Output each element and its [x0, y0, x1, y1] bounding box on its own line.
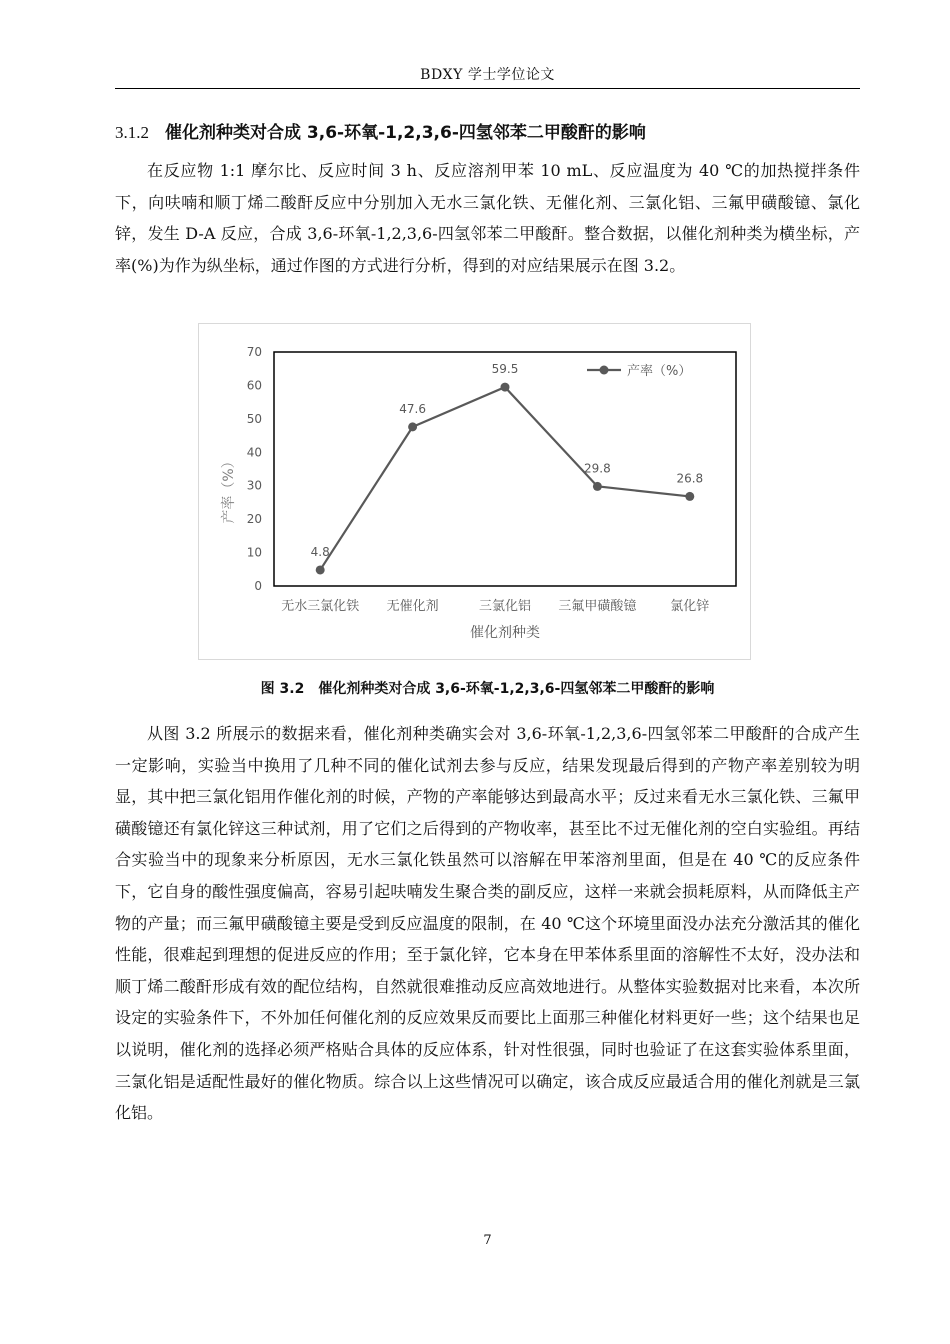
- data-label: 29.8: [584, 461, 611, 476]
- data-point: [501, 383, 510, 392]
- data-label: 59.5: [491, 362, 519, 377]
- data-point: [593, 482, 602, 491]
- paragraph-2: 从图 3.2 所展示的数据来看，催化剂种类确实会对 3,6-环氧-1,2,3,6-四氢邻苯二甲酸酐的合成产生一定影响，实验当中换用了几种不同的催化试剂去参与反应，结果发现最后得到的产物产率差别较为明显，其中把三氯化铝用作催化剂的时候，产物的产率能够达到最高水平；反过来看无水三氯化铁、三氟甲磺酸镱还有氯化锌这三种试剂，用了它们之后得到的产物收率，甚至比不过无催化剂的空白实验组。再结合实验当中的现象来分析原因，无水三氯化铁虽然可以溶解在甲苯溶剂里面，但是在 40 ℃的反应条件下，它自身的酸性强度偏高，容易引起呋喃发生聚合类的副反应，这样一来就会损耗原料，从而降低主产物的产量；而三氟甲磺酸镱主要是受到反应温度的限制，在 40 ℃这个环境里面没办法充分激活其的催化性能，很难起到理想的促进反应的作用；至于氯化锌，它本身在甲苯体系里面的溶解性不太好，没办法和顺丁烯二酸酐形成有效的配位结构，自然就很难推动反应高效地进行。从整体实验数据对比来看，本次所设定的实验条件下，不外加任何催化剂的反应效果反而要比上面那三种催化材料更好一些；这个结果也足以说明，催化剂的选择必须严格贴合具体的反应体系，针对性很强，同时也验证了在这套实验体系里面，三氯化铝是适配性最好的催化物质。综合以上这些情况可以确定，该合成反应最适合用的催化剂就是三氯化铝。: [115, 724, 860, 1123]
- figure-caption: 图 3.2 催化剂种类对合成 3,6-环氧-1,2,3,6-四氢邻苯二甲酸酐的影响: [260, 681, 715, 697]
- data-label: 47.6: [399, 401, 426, 416]
- data-point: [316, 565, 325, 574]
- header-rule: [115, 88, 860, 89]
- section-number: 3.1.2: [115, 123, 149, 142]
- x-tick-label: 无催化剂: [386, 599, 439, 614]
- y-tick-label: 40: [246, 445, 262, 460]
- data-label: 26.8: [676, 471, 704, 486]
- y-tick-label: 60: [246, 378, 262, 393]
- x-tick-label: 氯化锌: [670, 599, 710, 614]
- y-axis-title: 产率（%）: [221, 454, 237, 524]
- data-point: [408, 422, 417, 431]
- y-tick-label: 0: [254, 579, 262, 593]
- paragraph-1: 在反应物 1:1 摩尔比、反应时间 3 h、反应溶剂甲苯 10 mL、反应温度为 40 ℃的加热搅拌条件下，向呋喃和顺丁烯二酸酐反应中分别加入无水三氯化铁、无催化剂、三氯化铝、三氟甲磺酸镱、氯化锌，发生 D-A 反应，合成 3,6-环氧-1,2,3,6-四氢邻苯二甲酸酐。整合数据，以催化剂种类为横坐标，产率(%)为作为纵坐标，通过作图的方式进行分析，得到的对应结果展示在图 3.2。: [115, 161, 860, 275]
- section-title: 催化剂种类对合成 3,6-环氧-1,2,3,6-四氢邻苯二甲酸酐的影响: [165, 123, 646, 143]
- x-tick-label: 三氟甲磺酸镱: [558, 599, 637, 614]
- x-axis-title: 催化剂种类: [470, 625, 540, 641]
- legend-label: 产率（%）: [627, 364, 692, 379]
- x-tick-label: 无水三氯化铁: [281, 599, 360, 614]
- running-header: BDXY 学士学位论文: [420, 67, 555, 83]
- page-number: 7: [483, 1233, 492, 1248]
- y-tick-label: 30: [246, 478, 262, 493]
- line-chart: [199, 324, 752, 661]
- y-tick-label: 50: [246, 411, 262, 426]
- data-label: 4.8: [310, 544, 330, 559]
- y-tick-label: 70: [246, 345, 262, 359]
- legend-marker: [600, 366, 609, 375]
- x-tick-label: 三氯化铝: [478, 599, 532, 614]
- series-line: [320, 387, 690, 570]
- y-tick-label: 10: [246, 545, 262, 560]
- section-heading: [115, 118, 646, 143]
- figure-frame: [198, 323, 751, 660]
- data-point: [685, 492, 694, 501]
- y-tick-label: 20: [246, 512, 262, 527]
